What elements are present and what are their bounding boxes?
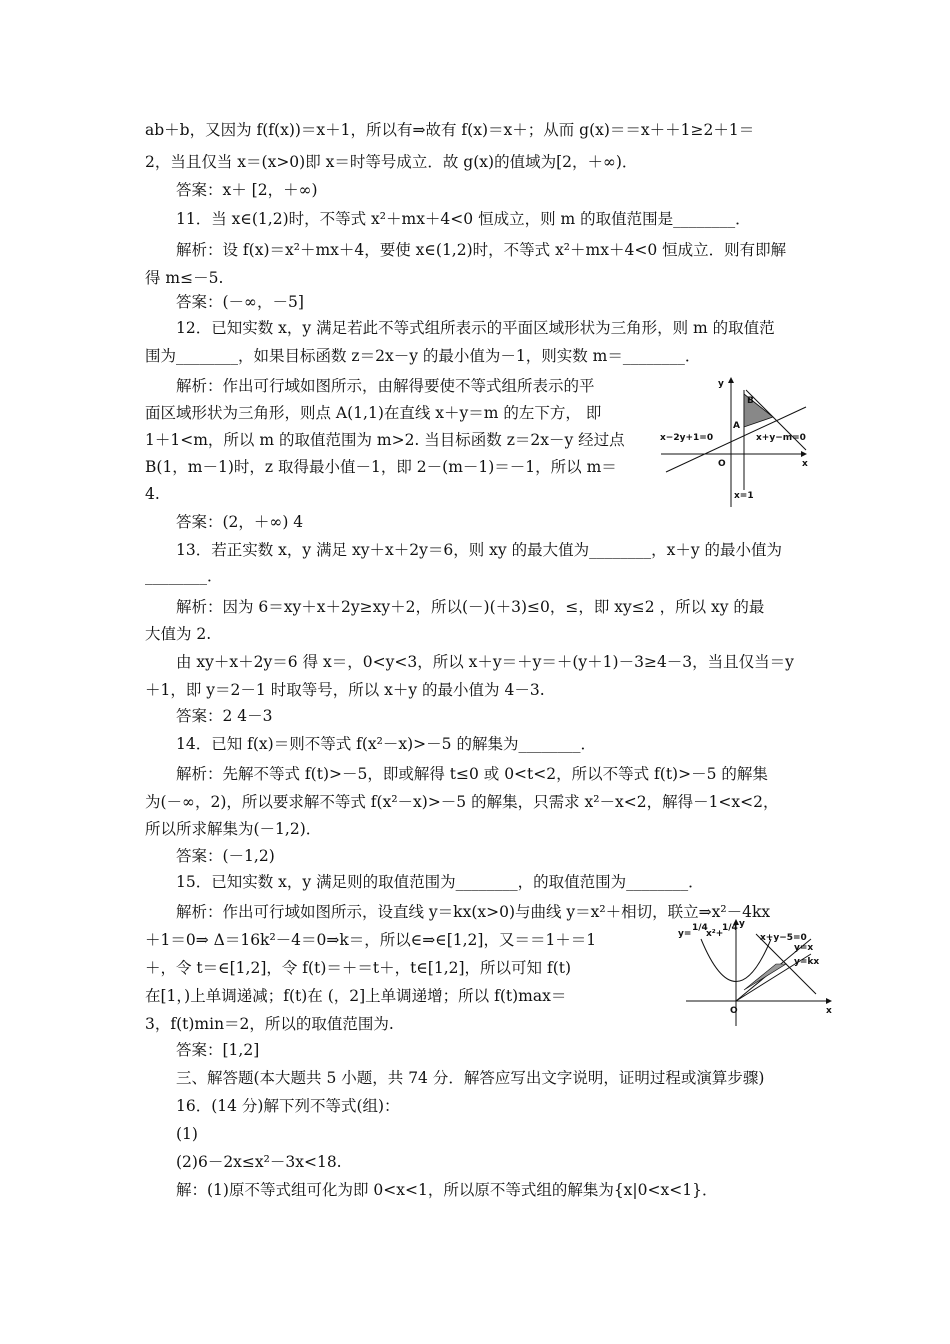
solution-12-line-4: B(1，m－1)时，z 取得最小值－1，即 2－(m－1)＝－1，所以 m＝ [145,458,617,476]
question-16: 16．(14 分)解下列不等式(组)： [176,1097,400,1115]
solution-16-line-1: 解：(1)原不等式组可化为即 0<x<1，所以原不等式组的解集为{x|0<x<1}． [176,1181,718,1199]
fig1-label-line2: x+y−m=0 [756,433,806,443]
fig1-label-x: x [802,459,808,469]
fig2-label-y: y [739,919,745,929]
solution-15-line-4: 在[1，)上单调递减；f(t)在 (，2]上单调递增；所以 f(t)max＝ [145,987,567,1005]
solution-12-line-3: 1＋1<m，所以 m 的取值范围为 m>2. 当目标函数 z＝2x－y 经过点 [145,431,625,449]
solution-13-line-4: ＋1，即 y＝2－1 时取等号，所以 x＋y 的最小值为 4－3. [145,681,545,699]
fig2-label-quarter-1: 1/4 [692,923,708,933]
solution-12-line-2: 面区域形状为三角形，则点 A(1,1)在直线 x＋y＝m 的左下方， 即 [145,404,602,422]
question-11: 11．当 x∈(1,2)时，不等式 x²＋mx＋4<0 恒成立，则 m 的取值范围是________． [176,210,751,228]
answer-line-13: 答案：2 4－3 [176,707,273,725]
question-13-line-1: 13．若正实数 x，y 满足 xy＋x＋2y＝6，则 xy 的最大值为________，x＋y 的最小值为 [176,541,783,559]
text-line-2: 2，当且仅当 x＝(x>0)即 x＝时等号成立．故 g(x)的值域为[2，＋∞)． [145,153,638,171]
fig2-label-x: x [826,1006,832,1016]
question-13-line-2: ________． [145,567,223,585]
fig1-label-origin: O [718,459,726,469]
solution-11-line-1: 解析：设 f(x)＝x²＋mx＋4，要使 x∈(1,2)时，不等式 x²＋mx＋4<0 恒成立．则有即解 [176,241,787,259]
question-12-line-2: 围为________，如果目标函数 z＝2x－y 的最小值为－1，则实数 m＝________． [145,347,701,365]
solution-15-line-5: 3，f(t)min＝2，所以的取值范围为. [145,1015,394,1033]
question-16-part-2: (2)6－2x≤x²－3x<18. [176,1153,342,1171]
solution-13-line-2: 大值为 2. [145,625,212,643]
solution-14-line-3: 所以所求解集为(－1,2)． [145,820,322,838]
fig1-label-y: y [718,379,724,389]
tangent-figure-15 [676,914,836,1030]
fig2-label-curve: y= [678,929,692,939]
question-16-part-1: (1) [176,1125,198,1143]
section-heading-3: 三、解答题(本大题共 5 小题，共 74 分．解答应写出文字说明，证明过程或演算步骤) [176,1069,765,1087]
question-14: 14．已知 f(x)＝则不等式 f(x²－x)>－5 的解集为________． [176,735,596,753]
solution-15-line-1: 解析：作出可行域如图所示，设直线 y＝kx(x>0)与曲线 y＝x²＋相切，联立⇒x²－4kx [176,903,771,921]
fig1-label-x1: x=1 [734,491,754,501]
fig2-label-origin: O [730,1006,738,1016]
solution-15-line-2: ＋1＝0⇒ Δ＝16k²－4＝0⇒k＝，所以∈⇒∈[1,2]，又＝＝1＋＝1 [145,931,597,949]
question-15: 15．已知实数 x，y 满足则的取值范围为________，的取值范围为________． [176,873,704,891]
solution-13-line-3: 由 xy＋x＋2y＝6 得 x＝，0<y<3，所以 x＋y＝＋y＝＋(y＋1)－3≥4－3，当且仅当＝y [176,653,794,671]
solution-12-line-5: 4. [145,485,160,503]
answer-line-10: 答案：x＋ [2，＋∞) [176,181,318,199]
solution-15-line-3: ＋，令 t＝∈[1,2]，令 f(t)＝＋＝t＋，t∈[1,2]，所以可知 f(t) [145,959,572,977]
answer-line-15: 答案：[1,2] [176,1041,260,1059]
solution-14-line-1: 解析：先解不等式 f(t)>－5，即或解得 t≤0 或 0<t<2，所以不等式 f(t)>－5 的解集 [176,765,768,783]
answer-line-14: 答案：(－1,2) [176,847,275,865]
fig1-label-b: B [747,396,754,406]
shaded-region [744,964,786,990]
feasible-region-figure-12 [656,372,814,512]
solution-12-line-1: 解析：作出可行域如图所示，由解得要使不等式组所表示的平 [176,377,595,395]
question-12-line-1: 12．已知实数 x，y 满足若此不等式组所表示的平面区域形状为三角形，则 m 的取值范 [176,319,775,337]
text-line-1: ab＋b，又因为 f(f(x))＝x＋1，所以有⇒故有 f(x)＝x＋；从而 g(x)＝＝x＋＋1≥2＋1＝ [145,121,755,139]
solution-13-line-1: 解析：因为 6＝xy＋x＋2y≥xy＋2，所以(－)(＋3)≤0，≤，即 xy≤2 ，所以 xy 的最 [176,598,765,616]
fig2-label-yx: y=x [794,943,814,953]
answer-line-12: 答案：(2，＋∞) 4 [176,513,304,531]
fig1-label-a: A [733,421,740,431]
solution-14-line-2: 为(－∞，2)，所以要求解不等式 f(x²－x)>－5 的解集，只需求 x²－x<2，解得－1<x<2， [145,793,779,811]
answer-line-11: 答案：(－∞，－5] [176,293,304,311]
fig2-label-quarter-2: 1/4 [722,923,738,933]
fig2-label-ykx: y=kx [794,957,820,967]
fig1-label-line1: x−2y+1=0 [660,433,714,443]
fig2-label-line: x+y−5=0 [760,933,807,943]
solution-11-line-2: 得 m≤－5. [145,269,224,287]
fig2-label-x2: x²+ [706,929,724,939]
